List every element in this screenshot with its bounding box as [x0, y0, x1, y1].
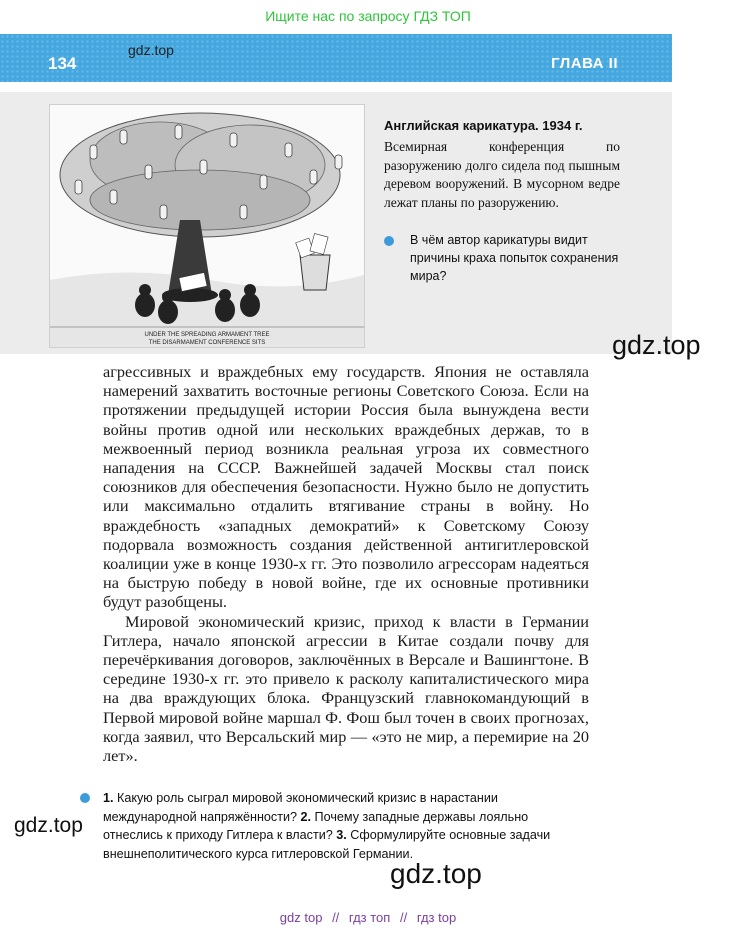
- review-questions: [103, 789, 591, 863]
- watermark-right: gdz.top: [612, 330, 701, 360]
- question-bullet-icon: [384, 236, 394, 246]
- watermark-bottom: gdz.top: [390, 858, 482, 889]
- figure-caption-title: Английская карикатура. 1934 г.: [384, 118, 583, 133]
- header-watermark: gdz.top: [128, 42, 174, 58]
- top-banner[interactable]: Ищите нас по запросу ГДЗ ТОП: [265, 8, 471, 24]
- cartoon-caption-line2: THE DISARMAMENT CONFERENCE SITS: [148, 340, 266, 346]
- page-number: 134: [48, 54, 77, 73]
- footer-separator: //: [332, 910, 340, 925]
- question-text: Сформулируйте основные задачи внешнеполитического курса гитлеровской Германии.: [103, 828, 551, 861]
- armament-tree-drawing: [50, 105, 364, 347]
- question-number: 3.: [336, 828, 347, 842]
- footer-link[interactable]: гдз топ: [348, 910, 391, 925]
- question-number: 1.: [103, 791, 114, 805]
- chapter-label: ГЛАВА II: [551, 55, 618, 72]
- question-number: 2.: [300, 809, 312, 824]
- question-text: Почему западные державы лояльно отнеслись к приходу Гитлера к власти?: [103, 809, 529, 842]
- cartoon-image: [49, 104, 365, 348]
- footer-link[interactable]: gdz top: [279, 910, 323, 925]
- footer-separator: //: [399, 910, 408, 925]
- questions-bullet-icon: [80, 793, 90, 803]
- figure-caption-text: Всемирная конференция по разоружению долго сидела под пышным деревом вооружений. В мусорном ведре лежат планы по разоружению.: [384, 139, 620, 210]
- footer-links: [0, 910, 736, 925]
- paragraph: агрессивных и враждебных ему государств. Япония не оставляла намерений захватить восточные регионы Советского Союза. Если на протяжении предыдущей истории Россия была вынуждена вести войны против одной или нескольких враждебных держав, то в межвоенный период возникла реальная угроза их совместного нападения на СССР. Важнейшей задачей Москвы стал поиск союзников для обеспечения безопасности. Нужно было не допустить или максимально отдалить втягивание страны в войну. Но враждебность «западных демократий» к Советскому Союзу подорвала возможность создания действенной антигитлеровской коалиции уже в конце 1930-х гг. Это позволило агрессорам надеяться на быструю победу в новой войне, где их основные противники будут разобщены.: [103, 362, 589, 612]
- paragraph: Мировой экономический кризис, приход к власти в Германии Гитлера, начало японской агрессии в Китае создали почву для перечёркивания договоров, заключённых в Версале и Вашингтоне. В середине 1930-х гг. это привело к расколу капиталистического мира на два враждующих блока. Французский главнокомандующий в Первой мировой войне маршал Ф. Фош был точен в своих прогнозах, когда заявил, что Версальский мир — «это не мир, а перемирие на 20 лет».: [103, 611, 589, 766]
- figure-question: В чём автор карикатуры видит причины краха попыток сохранения мира?: [410, 233, 619, 283]
- footer-link[interactable]: гдз top: [416, 910, 457, 925]
- question-text: Какую роль сыграл мировой экономический кризис в нарастании международной напряжённости?: [103, 791, 498, 824]
- main-text: [103, 362, 589, 765]
- cartoon-caption-line1: UNDER THE SPREADING ARMAMENT TREE: [144, 332, 270, 338]
- watermark-left: gdz.top: [14, 814, 83, 837]
